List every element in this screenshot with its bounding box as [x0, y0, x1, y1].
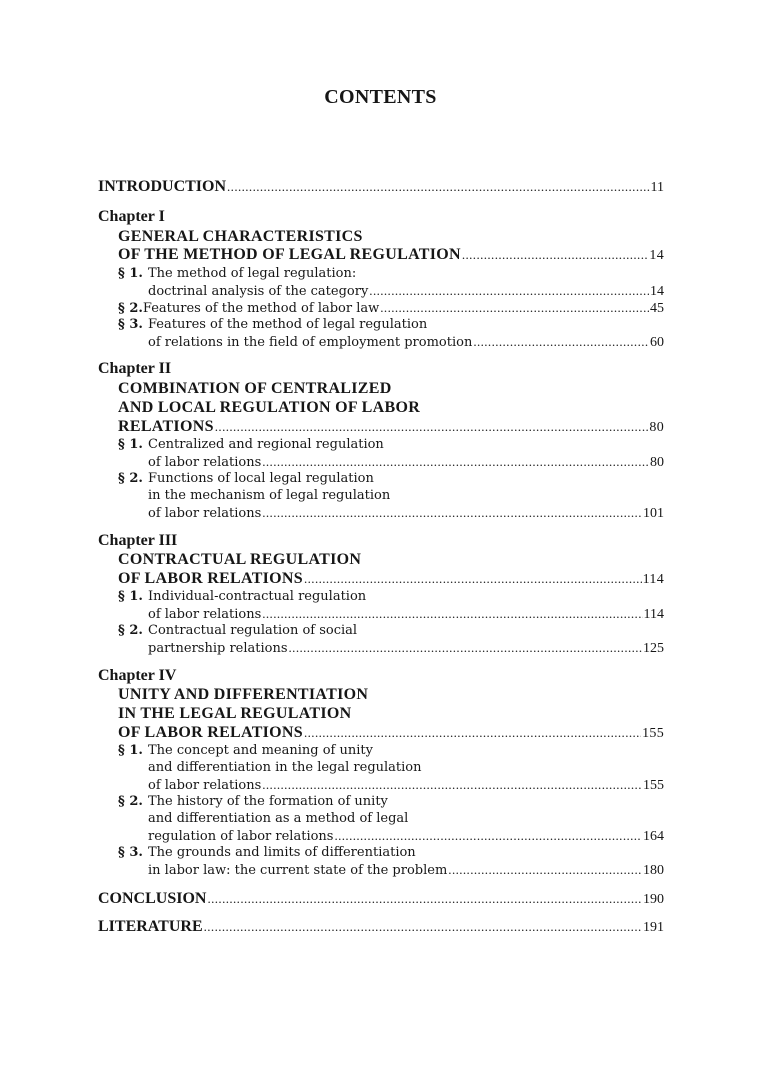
page-number: 11 [650, 180, 664, 195]
section-2-1-heading [98, 437, 664, 452]
dot-leader [462, 246, 649, 264]
section-3-2-heading [98, 623, 664, 638]
toc-entry-section-2-2[interactable] [98, 505, 664, 522]
toc-entry-chapter-4[interactable] [98, 724, 664, 742]
entry-label: OF LABOR RELATIONS [118, 570, 303, 587]
page-number: 80 [650, 455, 664, 470]
entry-label: Contractual regulation of social [148, 623, 358, 638]
section-1-3-heading [98, 317, 664, 332]
dot-leader [215, 418, 649, 436]
section-number: § 1. [118, 589, 143, 604]
chapter-3-heading: CONTRACTUAL REGULATION [118, 551, 362, 568]
dot-leader [289, 640, 642, 656]
chapter-2-label: Chapter II [98, 360, 172, 377]
chapter-1-heading: GENERAL CHARACTERISTICS [118, 228, 363, 245]
toc-entry-section-1-3[interactable] [98, 334, 664, 351]
entry-label: The concept and meaning of unity [148, 743, 373, 758]
dot-leader [262, 606, 642, 622]
section-2-2-continuation: in the mechanism of legal regulation [148, 488, 391, 503]
page-number: 180 [643, 863, 664, 878]
toc-entry-section-4-3[interactable] [98, 862, 664, 879]
toc-entry-chapter-3[interactable] [98, 570, 664, 588]
entry-label: RELATIONS [118, 418, 214, 435]
toc-entry-chapter-2[interactable] [98, 418, 664, 436]
chapter-4-heading: IN THE LEGAL REGULATION [118, 705, 352, 722]
page-number: 114 [643, 607, 664, 622]
section-number: § 1. [118, 743, 143, 758]
toc-entry-introduction[interactable] [98, 178, 664, 196]
entry-label: regulation of labor relations [148, 829, 334, 844]
section-4-3-heading [98, 845, 664, 860]
entry-label: The method of legal regulation: [148, 266, 357, 281]
entry-label: INTRODUCTION [98, 178, 227, 195]
dot-leader [262, 777, 642, 793]
dot-leader [304, 570, 642, 588]
dot-leader [380, 300, 649, 316]
section-number: § 1. [118, 266, 143, 281]
section-2-2-heading [98, 471, 664, 486]
dot-leader [369, 283, 649, 299]
dot-leader [262, 505, 642, 521]
entry-label: OF THE METHOD OF LEGAL REGULATION [118, 246, 461, 263]
dot-leader [304, 724, 641, 742]
entry-label: The history of the formation of unity [148, 794, 388, 809]
section-number: § 2. [118, 301, 143, 316]
entry-label: CONCLUSION [98, 890, 207, 907]
chapter-2-heading: AND LOCAL REGULATION OF LABOR [118, 399, 421, 416]
toc-entry-section-1-1[interactable] [98, 283, 664, 300]
section-4-2-continuation: and differentiation as a method of legal [148, 811, 409, 826]
page-number: 155 [643, 778, 664, 793]
chapter-1-label: Chapter I [98, 208, 165, 225]
page-number: 60 [650, 335, 664, 350]
chapter-2-heading: COMBINATION OF CENTRALIZED [118, 380, 392, 397]
page-number: 164 [643, 829, 664, 844]
entry-label: of labor relations [148, 607, 262, 622]
dot-leader [207, 890, 642, 908]
chapter-3-label: Chapter III [98, 532, 178, 549]
toc-entry-section-4-2[interactable] [98, 828, 664, 845]
entry-label: Features of the method of labor law [142, 301, 380, 316]
dot-leader [262, 454, 649, 470]
chapter-4-label: Chapter IV [98, 667, 177, 684]
section-number: § 3. [118, 317, 143, 332]
entry-label: Features of the method of legal regulation [148, 317, 428, 332]
page-number: 101 [643, 506, 664, 521]
section-number: § 2. [118, 794, 143, 809]
entry-label: of relations in the field of employment promotion [148, 335, 473, 350]
entry-label: Centralized and regional regulation [148, 437, 384, 452]
dot-leader [448, 862, 642, 878]
toc-entry-section-1-2[interactable] [98, 300, 664, 317]
section-number: § 2. [118, 623, 143, 638]
entry-label: of labor relations [148, 778, 262, 793]
section-number: § 1. [118, 437, 143, 452]
page-number: 45 [650, 301, 664, 316]
page-title: CONTENTS [324, 86, 437, 108]
entry-label: LITERATURE [98, 918, 203, 935]
page-number: 114 [642, 572, 664, 587]
toc-entry-section-4-1[interactable] [98, 777, 664, 794]
section-4-1-heading [98, 743, 664, 758]
page-number: 191 [643, 920, 664, 935]
section-number: § 2. [118, 471, 143, 486]
page-number: 155 [642, 726, 664, 741]
page-number: 190 [643, 892, 664, 907]
section-1-1-heading [98, 266, 664, 281]
entry-label: OF LABOR RELATIONS [118, 724, 303, 741]
entry-label: of labor relations [148, 455, 262, 470]
entry-label: The grounds and limits of differentiation [148, 845, 416, 860]
dot-leader [227, 178, 650, 196]
page-number: 14 [649, 248, 664, 263]
toc-entry-section-2-1[interactable] [98, 454, 664, 471]
toc-entry-chapter-1[interactable] [98, 246, 664, 264]
section-4-2-heading [98, 794, 664, 809]
dot-leader [204, 918, 642, 936]
section-number: § 3. [118, 845, 143, 860]
entry-label: of labor relations [148, 506, 262, 521]
dot-leader [334, 828, 642, 844]
entry-label: Individual-contractual regulation [148, 589, 367, 604]
page-number: 80 [649, 420, 664, 435]
page-number: 125 [643, 641, 664, 656]
section-4-1-continuation: and differentiation in the legal regulation [148, 760, 422, 775]
dot-leader [473, 334, 649, 350]
page-number: 14 [650, 284, 664, 299]
entry-label: doctrinal analysis of the category [148, 284, 369, 299]
toc-entry-literature[interactable] [98, 918, 664, 936]
section-3-1-heading [98, 589, 664, 604]
toc-entry-conclusion[interactable] [98, 890, 664, 908]
entry-label: partnership relations [148, 641, 288, 656]
entry-label: in labor law: the current state of the problem [148, 863, 448, 878]
toc-entry-section-3-2[interactable] [98, 640, 664, 657]
entry-label: Functions of local legal regulation [148, 471, 374, 486]
chapter-4-heading: UNITY AND DIFFERENTIATION [118, 686, 369, 703]
toc-entry-section-3-1[interactable] [98, 606, 664, 623]
